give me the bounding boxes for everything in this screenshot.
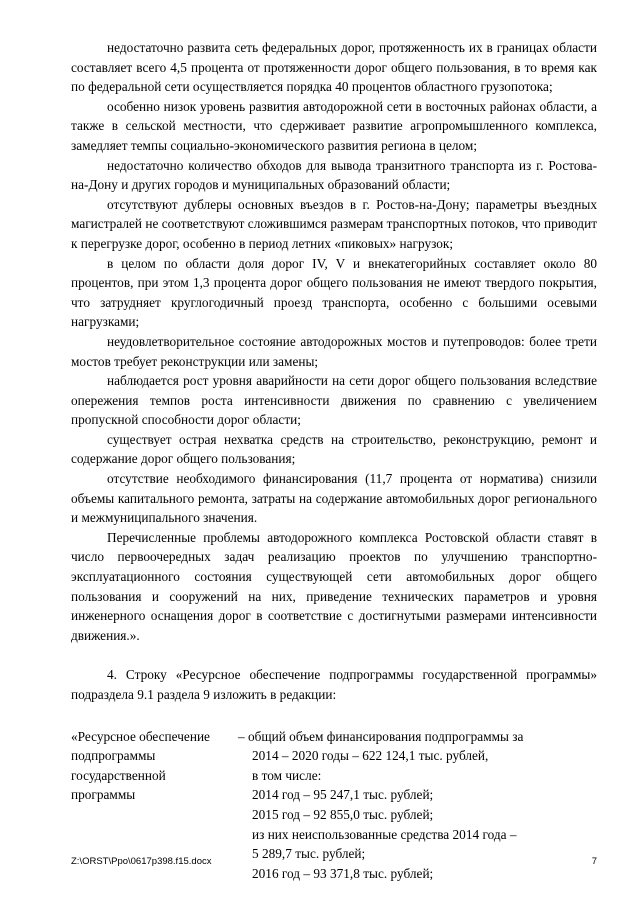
paragraph: недостаточно развита сеть федеральных дорог, протяженность их в границах области составляет всего 4,5 процента от протяженности дорог общего пользования, в то время как по федеральной сети осуществляется порядка 40 процентов областного грузопотока; <box>71 40 597 95</box>
document-body <box>71 38 597 883</box>
item-4-paragraph: 4. Строку «Ресурсное обеспечение подпрограммы государственной программы» подраздела 9.1 раздела 9 изложить в редакции: <box>71 667 597 702</box>
paragraph: отсутствие необходимого финансирования (11,7 процента от норматива) снизили объемы капитального ремонта, затраты на содержание автомобильных дорог регионального и межмуниципального значения. <box>71 471 597 526</box>
left-line: программы <box>71 787 136 803</box>
right-line: 2014 – 2020 годы – 622 124,1 тыс. рублей, <box>252 748 489 764</box>
paragraph: недостаточно количество обходов для вывода транзитного транспорта из г. Ростова-на-Дону и других городов и муниципальных образований области; <box>71 157 597 193</box>
right-line: в том числе: <box>252 767 322 783</box>
paragraph: отсутствуют дублеры основных въездов в г. Ростов-на-Дону; параметры въездных магистралей не соответствуют сложившимся размерам транспортных потоков, что приводит к перегрузке дорог, особенно в период летних «пиковых» нагрузок; <box>71 196 597 251</box>
paragraph: Перечисленные проблемы автодорожного комплекса Ростовской области ставят в число первоочередных задач реализацию проектов по улучшению транспортно-эксплуатационного состояния существующей сети автомобильных дорог общего пользования и сооружений на них, приведение технических параметров и уровня инженерного оснащения дорог в соответствие с достигнутыми размерами интенсивности движения.». <box>71 529 597 643</box>
left-line: подпрограммы <box>71 748 156 764</box>
left-line: «Ресурсное обеспечение <box>71 728 210 744</box>
right-line: 2016 год – 93 371,8 тыс. рублей; <box>252 865 434 881</box>
right-first-line: – общий объем финансирования подпрограммы за <box>238 728 524 744</box>
page-footer <box>71 856 597 867</box>
paragraph: существует острая нехватка средств на строительство, реконструкцию, ремонт и содержание дорог общего пользования; <box>71 431 597 467</box>
right-line: из них неиспользованные средства 2014 года – <box>252 826 517 842</box>
paragraph: в целом по области доля дорог IV, V и внекатегорийных составляет около 80 процентов, при этом 1,3 процента дорог общего пользования не имеют твердого покрытия, что затрудняет круглогодичный проезд транспорта, особенно с большими осевыми нагрузками; <box>71 255 597 330</box>
page-number: 7 <box>591 856 597 867</box>
paragraph: особенно низок уровень развития автодорожной сети в восточных районах области, а также в сельской местности, что сдерживает развитие агропромышленного комплекса, замедляет темпы социально-экономического развития региона в целом; <box>71 98 597 153</box>
left-line: государственной <box>71 767 166 783</box>
right-line: 5 289,7 тыс. рублей; <box>252 846 366 862</box>
paragraph: неудовлетворительное состояние автодорожных мостов и путепроводов: более трети мостов требует реконструкции или замены; <box>71 333 597 369</box>
right-line: 2015 год – 92 855,0 тыс. рублей; <box>252 806 434 822</box>
paragraph: наблюдается рост уровня аварийности на сети дорог общего пользования вследствие опережения темпов роста интенсивности движения по сравнению с увеличением пропускной способности дорог области; <box>71 373 597 428</box>
file-path: Z:\ORST\Ppo\0617p398.f15.docx <box>71 856 212 867</box>
right-line: 2014 год – 95 247,1 тыс. рублей; <box>252 787 434 803</box>
